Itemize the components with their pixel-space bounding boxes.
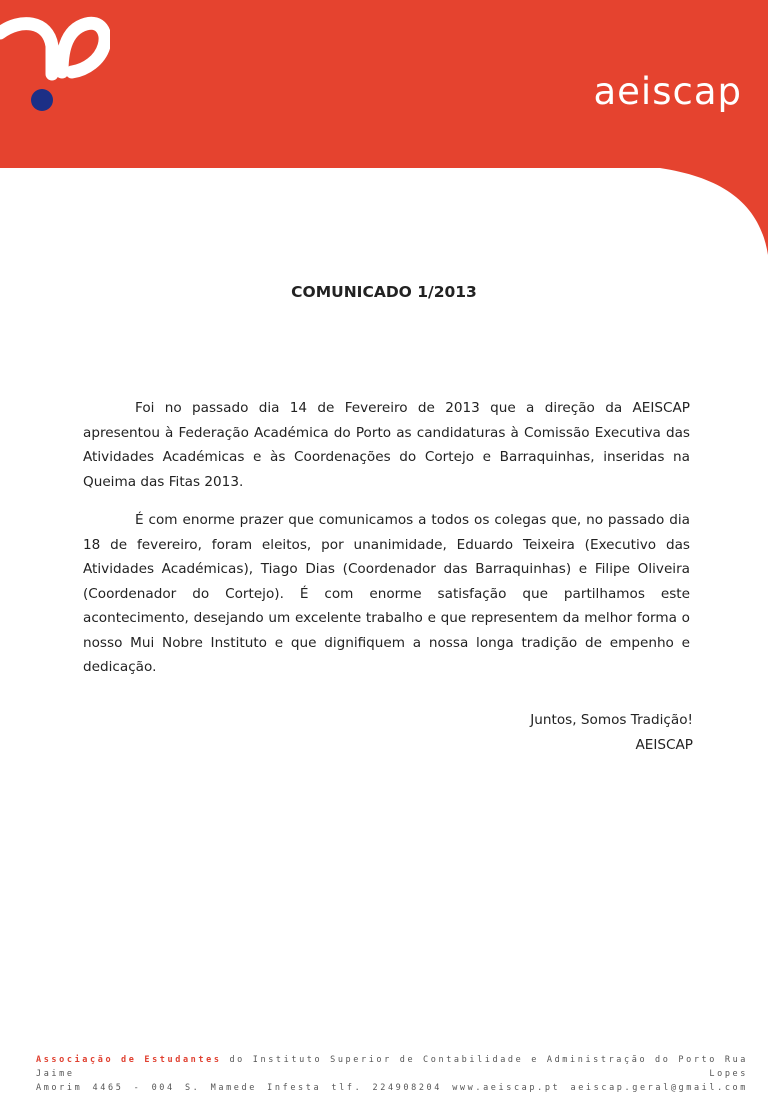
ap-logo-icon [0, 0, 110, 120]
signature-block [530, 708, 693, 758]
footer-org-name: Associação de Estudantes [36, 1055, 222, 1065]
paragraph-2: É com enorme prazer que comunicamos a todos os colegas que, no passado dia 18 de fevereiro, foram eleitos, por unanimidade, Eduardo Teixeira (Executivo das Atividades Académicas), Tiago Dias (Coordenador das Barraquinhas) e Filipe Oliveira (Coordenador do Cortejo). É com enorme satisfação que partilhamos este acontecimento, desejando um excelente trabalho e que representem da melhor forma o nosso Mui Nobre Instituto e que dignifiquem a nossa longa tradição de empenho e dedicação. [83, 512, 690, 675]
footer-address [36, 1053, 748, 1095]
header-banner [0, 0, 768, 260]
footer-line-1-text: do Instituto Superior de Contabilidade e Administração do Porto Rua Jaime Lopes [36, 1055, 749, 1079]
brand-name: aeiscap [593, 70, 742, 113]
document-title: COMUNICADO 1/2013 [291, 283, 477, 301]
paragraph-1: Foi no passado dia 14 de Fevereiro de 2013 que a direção da AEISCAP apresentou à Federação Académica do Porto as candidaturas à Comissão Executiva das Atividades Académicas e às Coordenações do Cortejo e Barraquinhas, inseridas na Queima das Fitas 2013. [83, 400, 690, 490]
footer-line-1 [36, 1053, 748, 1081]
closing-line: Juntos, Somos Tradição! [530, 712, 693, 728]
signature-name: AEISCAP [635, 737, 693, 753]
footer-line-2: Amorim 4465 - 004 S. Mamede Infesta tlf. 224908204 www.aeiscap.pt aeiscap.geral@gmail.com [36, 1083, 748, 1093]
